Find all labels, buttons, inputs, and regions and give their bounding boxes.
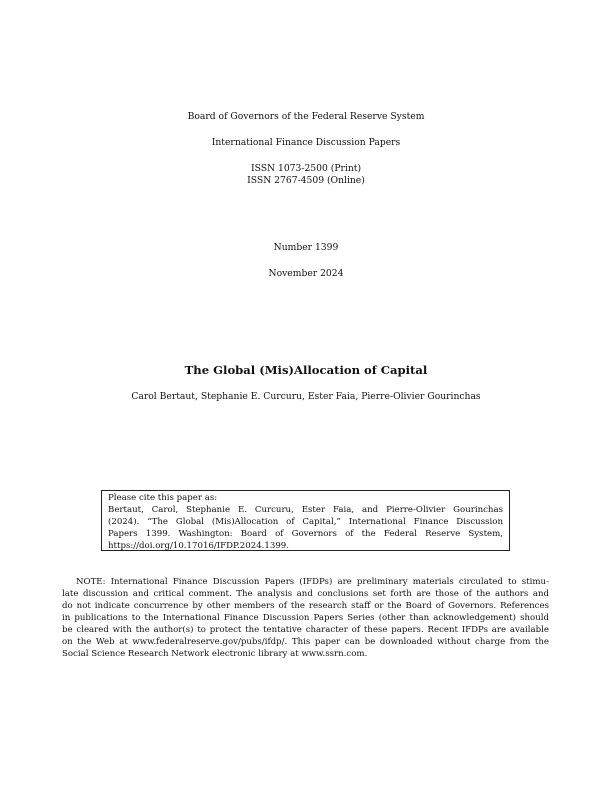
note-line: on the Web at www.federalreserve.gov/pubs/ifdp/. This paper can be downloaded without charge from the xyxy=(62,637,549,647)
note-line: late discussion and critical comment. The analysis and conclusions set forth are those of the authors and xyxy=(62,589,549,599)
citation-line: Bertaut, Carol, Stephanie E. Curcuru, Ester Faia, and Pierre-Olivier Gourinchas xyxy=(108,505,503,515)
institution-name: Board of Governors of the Federal Reserve System xyxy=(187,111,425,122)
issn-online: ISSN 2767-4509 (Online) xyxy=(247,175,365,186)
note-line: in publications to the International Finance Discussion Papers Series (other than acknowledgement) should xyxy=(62,613,549,623)
paper-title: The Global (Mis)Allocation of Capital xyxy=(184,363,428,377)
issn-print: ISSN 1073-2500 (Print) xyxy=(250,163,362,174)
citation-box xyxy=(101,490,510,551)
citation-line: Papers 1399. Washington: Board of Governors of the Federal Reserve System, xyxy=(108,529,503,539)
note-line: be cleared with the author(s) to protect the tentative character of these papers. Recent IFDPs are available xyxy=(62,625,549,635)
note-line: do not indicate concurrence by other members of the research staff or the Board of Governors. References xyxy=(62,601,549,611)
note-line: Social Science Research Network electronic library at www.ssrn.com. xyxy=(62,649,368,659)
citation-line: (2024). “The Global (Mis)Allocation of Capital,” International Finance Discussion xyxy=(108,517,503,527)
note-line: NOTE: International Finance Discussion Papers (IFDPs) are preliminary materials circulated to stimu- xyxy=(76,577,549,587)
series-name: International Finance Discussion Papers xyxy=(211,137,401,148)
disclaimer-note xyxy=(62,576,549,660)
paper-date: November 2024 xyxy=(268,268,344,279)
paper-number: Number 1399 xyxy=(273,242,339,253)
citation-line: Please cite this paper as: xyxy=(108,493,218,503)
paper-authors: Carol Bertaut, Stephanie E. Curcuru, Ester Faia, Pierre-Olivier Gourinchas xyxy=(131,391,481,402)
citation-doi-line: https://doi.org/10.17016/IFDP.2024.1399. xyxy=(108,541,289,551)
